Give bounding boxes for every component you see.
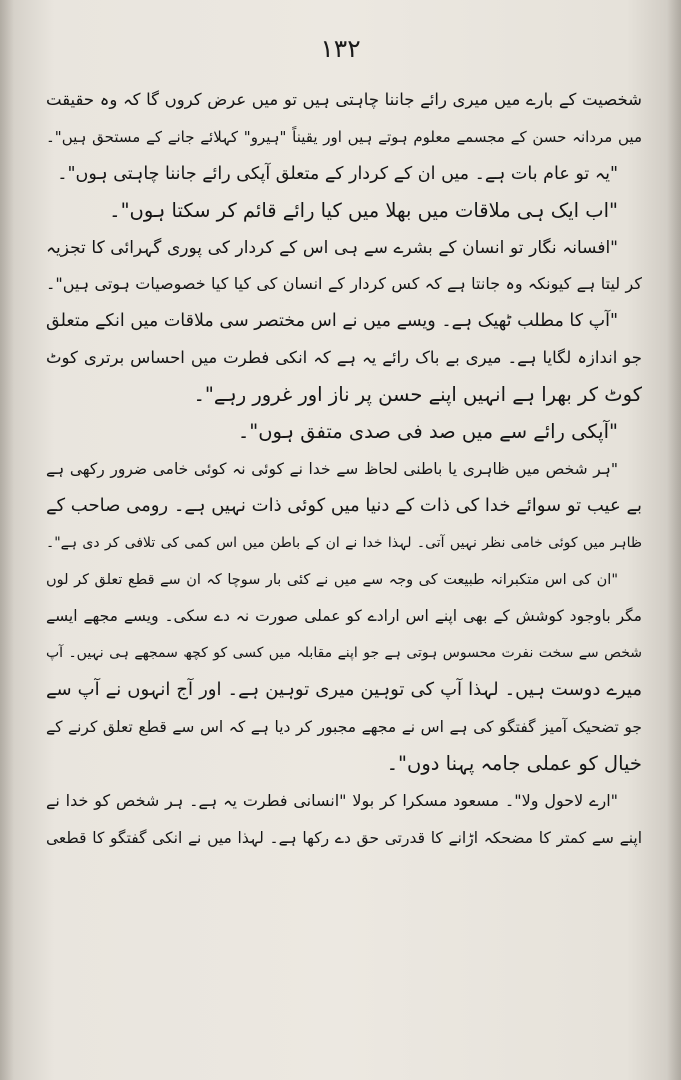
- text-line: "آپ کا مطلب ٹھیک ہے۔ ویسے میں نے اس مختصر سی ملاقات میں انکے متعلق: [46, 311, 618, 332]
- text-line: میں مردانہ حسن کے مجسمے معلوم ہوتے ہیں اور یقیناً "ہیرو" کہلائے جانے کے مستحق ہیں"۔: [46, 127, 642, 146]
- text-line: ظاہر میں کوئی خامی نظر نہیں آتی۔ لہذا خدا نے ان کے باطن میں اس کمی کی تلافی کر دی ہے"۔: [46, 534, 642, 551]
- text-line: جو اندازہ لگایا ہے۔ میری بے باک رائے یہ ہے کہ انکی فطرت میں احساس برتری کوٹ: [46, 348, 642, 368]
- text-line: مگر باوجود کوشش کے بھی اپنے اس ارادے کو عملی صورت نہ دے سکی۔ ویسے مجھے ایسے: [46, 607, 642, 626]
- text-line: "آپکی رائے سے میں صد فی صدی متفق ہوں"۔: [237, 420, 618, 444]
- text-line: میرے دوست ہیں۔ لہذا آپ کی توہین میری توہین ہے۔ اور آج انہوں نے آپ سے: [46, 679, 642, 701]
- text-line: خیال کو عملی جامہ پہنا دوں"۔: [386, 752, 642, 776]
- text-line: "یہ تو عام بات ہے۔ میں ان کے کردار کے متعلق آپکی رائے جاننا چاہتی ہوں"۔: [57, 163, 618, 184]
- text-line: "ارے لاحول ولا"۔ مسعود مسکرا کر بولا "انسانی فطرت یہ ہے۔ ہر شخص کو خدا نے: [46, 790, 618, 810]
- text-line: اپنے سے کمتر کا مضحکہ اڑانے کا قدرتی حق دے رکھا ہے۔ لہذا میں نے انکی گفتگو کا قطعی: [46, 828, 642, 847]
- text-line: "اب ایک ہی ملاقات میں بھلا میں کیا رائے قائم کر سکتا ہوں"۔: [109, 198, 618, 222]
- page-body-text: [46, 82, 642, 857]
- page-number: ۱۳۲: [320, 34, 361, 63]
- text-line: "افسانہ نگار تو انسان کے بشرے سے ہی اس کے کردار کی پوری گہرائی کا تجزیہ: [46, 237, 618, 258]
- text-line: شخصیت کے بارے میں میری رائے جاننا چاہتی ہیں تو میں عرض کروں گا کہ وہ حقیقت: [46, 90, 642, 109]
- text-line: کوٹ کر بھرا ہے انہیں اپنے حسن پر ناز اور غرور رہے"۔: [193, 383, 642, 407]
- text-line: جو تضحیک آمیز گفتگو کی ہے اس نے مجھے مجبور کر دیا ہے کہ اس سے قطع تعلق کرنے کے: [46, 718, 642, 737]
- text-line: کر لیتا ہے کیونکہ وہ جانتا ہے کہ کس کردار کے انسان کی کیا کیا خصوصیات ہوتی ہیں"۔: [46, 274, 642, 294]
- text-line: "ہر شخص میں ظاہری یا باطنی لحاظ سے خدا نے کوئی نہ کوئی خامی ضرور رکھی ہے: [46, 459, 618, 478]
- page-left-edge-shadow: [0, 0, 14, 1080]
- page-right-edge-shadow: [667, 0, 681, 1080]
- text-line: بے عیب تو سوائے خدا کی ذات کے دنیا میں کوئی ذات نہیں ہے۔ رومی صاحب کے: [46, 494, 642, 516]
- text-line: شخص سے سخت نفرت محسوس ہوتی ہے جو اپنے مقابلہ میں کسی کو کچھ سمجھے ہی نہیں۔ آپ: [46, 645, 642, 662]
- text-line: "ان کی اس متکبرانہ طبیعت کی وجہ سے میں نے کئی بار سوچا کہ ان سے قطع تعلق کر لوں: [46, 571, 618, 588]
